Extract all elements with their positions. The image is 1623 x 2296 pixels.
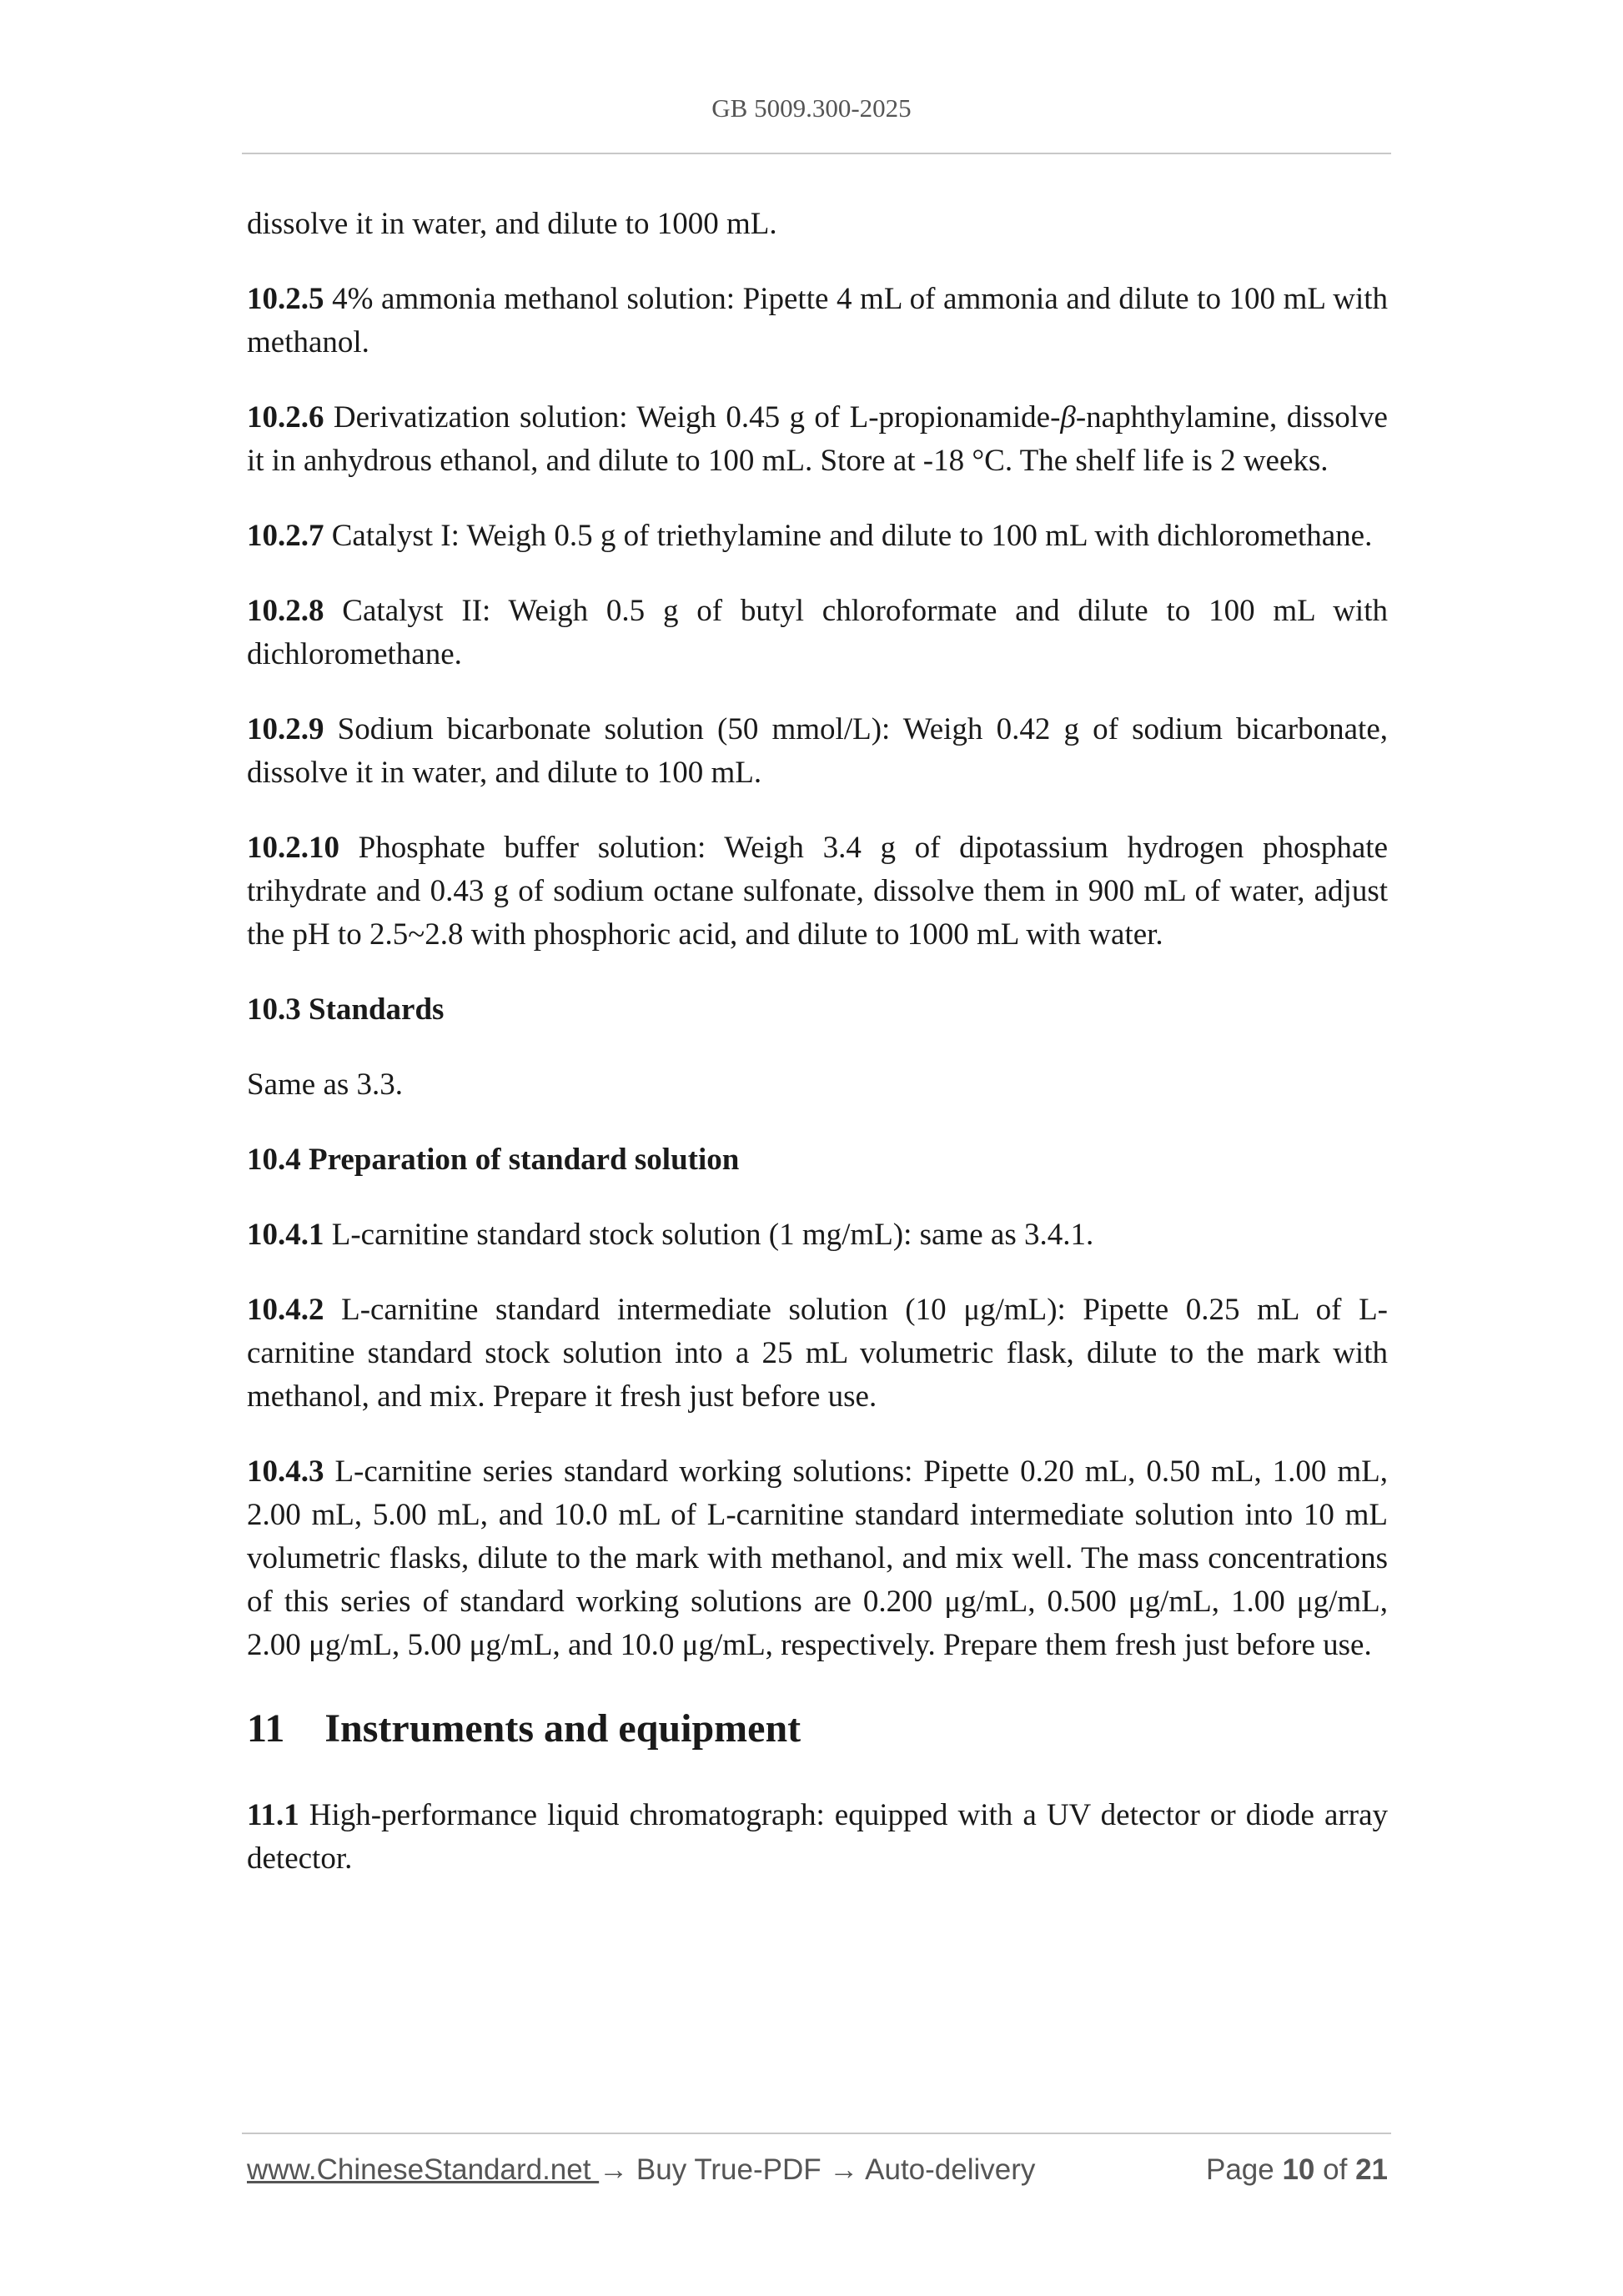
clause-number: 10.4.1 bbox=[247, 1218, 324, 1252]
clause-10-4-2 bbox=[247, 1289, 1388, 1419]
clause-10-2-7 bbox=[247, 515, 1388, 558]
footer-nav-text: → Buy True-PDF → Auto-delivery bbox=[599, 2153, 1036, 2186]
section-11-heading: 11 Instruments and equipment bbox=[247, 1706, 801, 1751]
clause-text: L-carnitine standard intermediate solution (10 μg/mL): Pipette 0.25 mL of L-carnitine standard stock solution into a 25 mL volumetric flask, dilute to the mark with methanol, and mix. Prepare it fresh just before use. bbox=[247, 1293, 1388, 1414]
clause-number: 10.2.7 bbox=[247, 519, 324, 553]
paragraph-continuation bbox=[247, 203, 1388, 246]
clause-text: L-carnitine series standard working solutions: Pipette 0.20 mL, 0.50 mL, 1.00 mL, 2.00 mL, 5.00 mL, and 10.0 mL of L-carnitine standard intermediate solution into 10 mL volumetric flasks, dilute to the mark with methanol, and mix well. The mass concentrations of this series of standard working solutions are 0.200 μg/mL, 0.500 μg/mL, 1.00 μg/mL, 2.00 μg/mL, 5.00 μg/mL, and 10.0 μg/mL, respectively. Prepare them fresh just before use. bbox=[247, 1454, 1388, 1662]
clause-number: 10.2.5 bbox=[247, 282, 324, 316]
clause-number: 10.4.2 bbox=[247, 1293, 324, 1327]
footer-promo bbox=[247, 2153, 1035, 2187]
clause-text: Sodium bicarbonate solution (50 mmol/L): Weigh 0.42 g of sodium bicarbonate, dissolve it in water, and dilute to 100 mL. bbox=[247, 712, 1388, 790]
header-divider bbox=[242, 153, 1391, 154]
clause-number: 10.2.9 bbox=[247, 712, 324, 746]
clause-text-continued: -naphthylamine, dissolve it in anhydrous ethanol, and dilute to 100 mL. Store at -18 °C. The shelf life is 2 weeks. bbox=[247, 400, 1388, 478]
page-number: 10 bbox=[1282, 2153, 1315, 2186]
clause-text: 4% ammonia methanol solution: Pipette 4 mL of ammonia and dilute to 100 mL with methanol. bbox=[247, 282, 1388, 359]
clause-text: High-performance liquid chromatograph: equipped with a UV detector or diode array detector. bbox=[247, 1798, 1388, 1876]
total-pages: 21 bbox=[1355, 2153, 1388, 2186]
clause-10-2-5 bbox=[247, 278, 1388, 364]
clause-10-2-6 bbox=[247, 396, 1388, 483]
document-id-header: GB 5009.300-2025 bbox=[711, 93, 912, 123]
clause-10-2-9 bbox=[247, 708, 1388, 795]
clause-10-2-10 bbox=[247, 826, 1388, 957]
footer-divider bbox=[242, 2133, 1391, 2134]
document-body bbox=[247, 203, 1388, 1912]
clause-number: 10.4.3 bbox=[247, 1454, 324, 1489]
heading-10-3-standards: 10.3 Standards bbox=[247, 992, 445, 1027]
page-label: Page bbox=[1205, 2153, 1274, 2186]
clause-11-1 bbox=[247, 1794, 1388, 1881]
clause-number: 10.2.10 bbox=[247, 831, 339, 865]
paragraph-text: dissolve it in water, and dilute to 1000 mL. bbox=[247, 207, 777, 241]
clause-number: 11.1 bbox=[247, 1798, 299, 1832]
of-label: of bbox=[1323, 2153, 1348, 2186]
clause-text: Phosphate buffer solution: Weigh 3.4 g of dipotassium hydrogen phosphate trihydrate and 0.43 g of sodium octane sulfonate, dissolve them in 900 mL of water, adjust the pH to 2.5~2.8 with phosphoric acid, and dilute to 1000 mL with water. bbox=[247, 831, 1388, 952]
clause-text: Catalyst II: Weigh 0.5 g of butyl chloroformate and dilute to 100 mL with dichloromethane. bbox=[247, 594, 1388, 671]
heading-10-4-preparation: 10.4 Preparation of standard solution bbox=[247, 1143, 740, 1177]
clause-10-4-3 bbox=[247, 1450, 1388, 1667]
clause-text: Catalyst I: Weigh 0.5 g of triethylamine and dilute to 100 mL with dichloromethane. bbox=[324, 519, 1373, 553]
clause-10-4-1 bbox=[247, 1213, 1388, 1257]
page-indicator bbox=[1206, 2153, 1388, 2187]
clause-text: L-carnitine standard stock solution (1 mg/mL): same as 3.4.1. bbox=[324, 1218, 1094, 1252]
website-link[interactable]: www.ChineseStandard.net bbox=[247, 2153, 600, 2186]
beta-symbol: β bbox=[1060, 400, 1076, 435]
paragraph-text: Same as 3.3. bbox=[247, 1068, 404, 1102]
clause-number: 10.2.8 bbox=[247, 594, 324, 628]
clause-number: 10.2.6 bbox=[247, 400, 324, 435]
paragraph-same-as bbox=[247, 1063, 1388, 1107]
clause-10-2-8 bbox=[247, 590, 1388, 676]
clause-text: Derivatization solution: Weigh 0.45 g of L-propionamide- bbox=[324, 400, 1061, 435]
page-footer bbox=[247, 2153, 1388, 2192]
